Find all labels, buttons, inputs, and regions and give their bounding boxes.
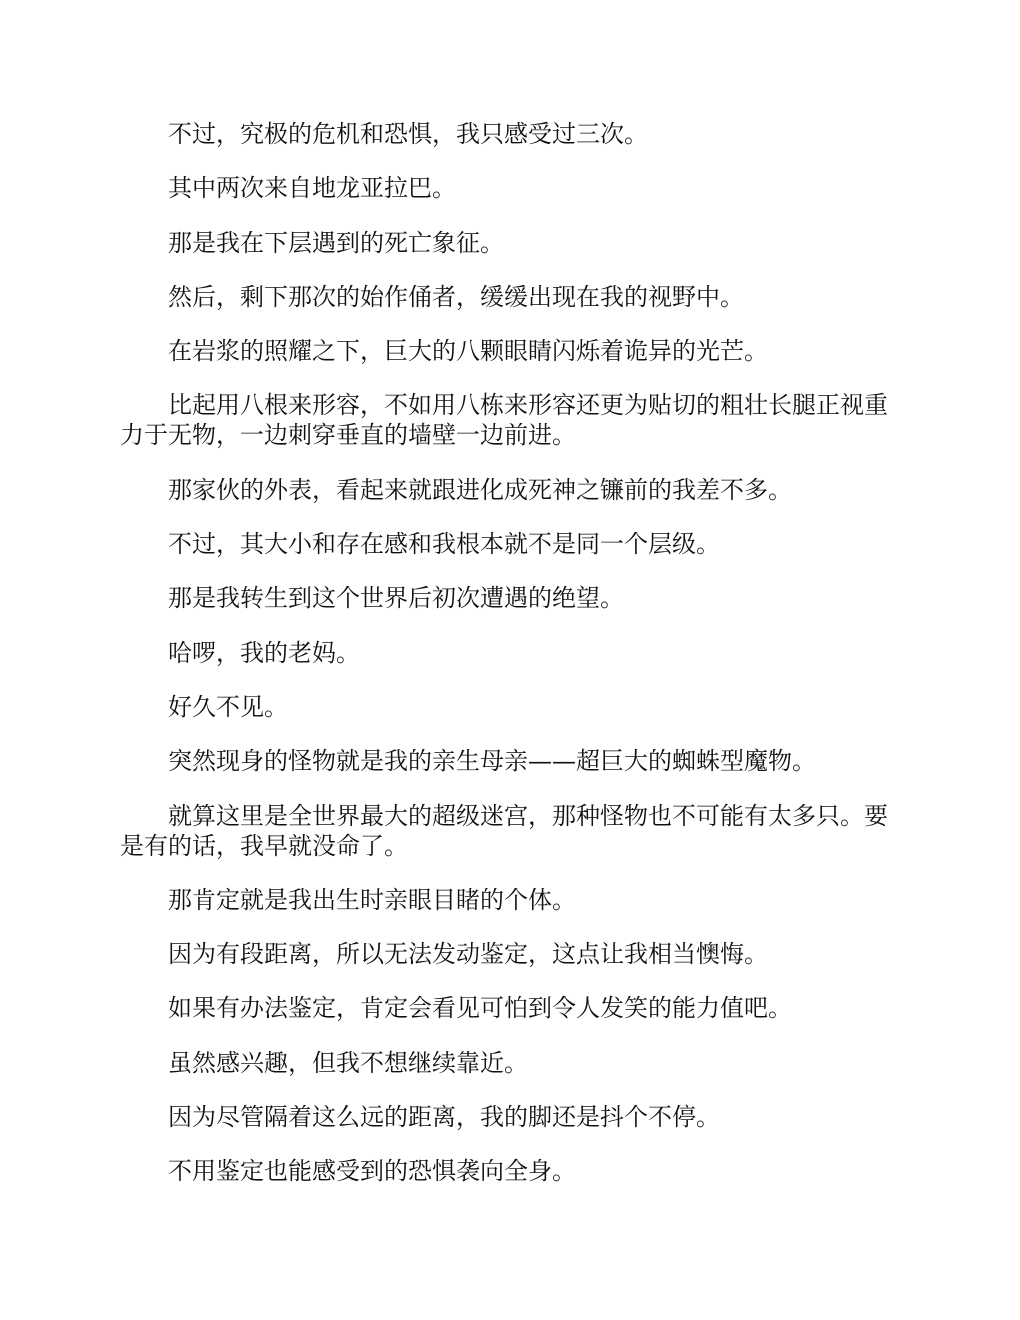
paragraph: 那是我在下层遇到的死亡象征。 xyxy=(168,228,504,257)
paragraph: 不过，究极的危机和恐惧，我只感受过三次。 xyxy=(168,120,648,148)
paragraph: 哈啰，我的老妈。 xyxy=(168,638,360,667)
paragraph: 虽然感兴趣，但我不想继续靠近。 xyxy=(168,1048,528,1077)
paragraph: 因为有段距离，所以无法发动鉴定，这点让我相当懊悔。 xyxy=(168,940,768,969)
paragraph: 不用鉴定也能感受到的恐惧袭向全身。 xyxy=(168,1157,576,1186)
paragraph: 突然现身的怪物就是我的亲生母亲——超巨大的蜘蛛型魔物。 xyxy=(168,747,816,776)
paragraph: 好久不见。 xyxy=(168,692,288,721)
paragraph: 就算这里是全世界最大的超级迷宫，那种怪物也不可能有太多只。要是有的话，我早就没命了。 xyxy=(120,801,888,860)
paragraph: 因为尽管隔着这么远的距离，我的脚还是抖个不停。 xyxy=(168,1103,720,1132)
paragraph: 如果有办法鉴定，肯定会看见可怕到令人发笑的能力值吧。 xyxy=(168,994,792,1023)
paragraph: 那是我转生到这个世界后初次遭遇的绝望。 xyxy=(168,584,624,613)
paragraph: 其中两次来自地龙亚拉巴。 xyxy=(168,174,456,203)
paragraph: 在岩浆的照耀之下，巨大的八颗眼睛闪烁着诡异的光芒。 xyxy=(168,337,768,366)
document-page xyxy=(120,119,900,1211)
paragraph: 那肯定就是我出生时亲眼目睹的个体。 xyxy=(168,885,576,914)
paragraph: 不过，其大小和存在感和我根本就不是同一个层级。 xyxy=(168,530,720,559)
paragraph: 比起用八根来形容，不如用八栋来形容还更为贴切的粗壮长腿正视重力于无物，一边刺穿垂直的墙壁一边前进。 xyxy=(120,391,888,450)
paragraph: 然后，剩下那次的始作俑者，缓缓出现在我的视野中。 xyxy=(168,282,744,311)
paragraph: 那家伙的外表，看起来就跟进化成死神之镰前的我差不多。 xyxy=(168,475,792,504)
